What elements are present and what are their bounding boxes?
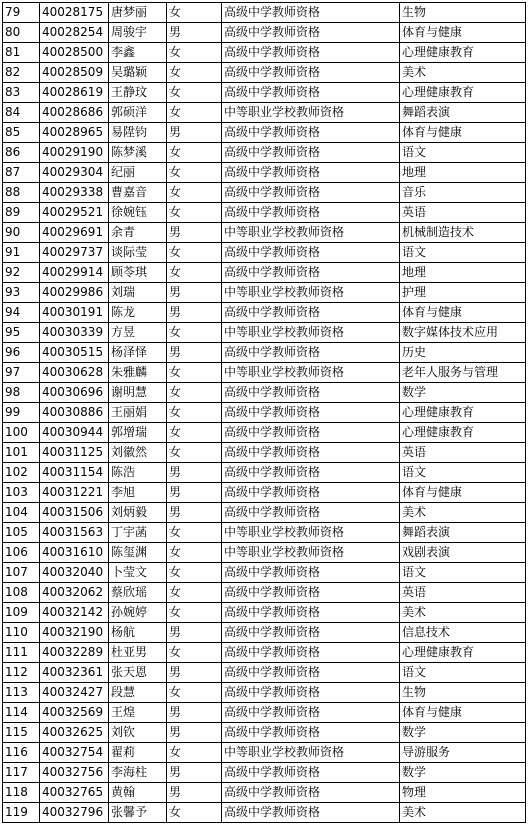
cell-index: 112 bbox=[3, 663, 40, 683]
cell-exam-number: 40032796 bbox=[40, 803, 109, 823]
cell-exam-number: 40032754 bbox=[40, 743, 109, 763]
cell-index: 100 bbox=[3, 423, 40, 443]
cell-index: 102 bbox=[3, 463, 40, 483]
cell-index: 113 bbox=[3, 683, 40, 703]
cell-index: 99 bbox=[3, 403, 40, 423]
cell-name: 杨航 bbox=[109, 623, 167, 643]
cell-subject: 护理 bbox=[400, 283, 526, 303]
cell-gender: 男 bbox=[167, 663, 222, 683]
cell-exam-number: 40029914 bbox=[40, 263, 109, 283]
cell-name: 段慧 bbox=[109, 683, 167, 703]
cell-name: 陈梦溪 bbox=[109, 143, 167, 163]
cell-exam-number: 40028175 bbox=[40, 3, 109, 23]
table-row bbox=[3, 323, 526, 343]
cell-subject: 体育与健康 bbox=[400, 123, 526, 143]
cell-certificate-type: 高级中学教师资格 bbox=[222, 663, 400, 683]
cell-certificate-type: 高级中学教师资格 bbox=[222, 483, 400, 503]
cell-name: 刘炳毅 bbox=[109, 503, 167, 523]
cell-certificate-type: 中等职业学校教师资格 bbox=[222, 363, 400, 383]
cell-subject: 语文 bbox=[400, 463, 526, 483]
table-row bbox=[3, 643, 526, 663]
cell-gender: 男 bbox=[167, 283, 222, 303]
cell-name: 易陞钧 bbox=[109, 123, 167, 143]
cell-index: 85 bbox=[3, 123, 40, 143]
cell-subject: 戏剧表演 bbox=[400, 543, 526, 563]
cell-gender: 女 bbox=[167, 403, 222, 423]
table-row bbox=[3, 663, 526, 683]
cell-subject: 信息技术 bbox=[400, 623, 526, 643]
cell-gender: 男 bbox=[167, 503, 222, 523]
cell-exam-number: 40032190 bbox=[40, 623, 109, 643]
cell-certificate-type: 高级中学教师资格 bbox=[222, 503, 400, 523]
cell-name: 方昱 bbox=[109, 323, 167, 343]
table-row bbox=[3, 723, 526, 743]
cell-certificate-type: 中等职业学校教师资格 bbox=[222, 283, 400, 303]
cell-exam-number: 40029190 bbox=[40, 143, 109, 163]
cell-certificate-type: 高级中学教师资格 bbox=[222, 63, 400, 83]
table-row bbox=[3, 123, 526, 143]
cell-name: 张天恩 bbox=[109, 663, 167, 683]
cell-certificate-type: 高级中学教师资格 bbox=[222, 343, 400, 363]
table-row bbox=[3, 143, 526, 163]
cell-name: 杨泽怿 bbox=[109, 343, 167, 363]
table-row bbox=[3, 623, 526, 643]
cell-subject: 生物 bbox=[400, 3, 526, 23]
candidate-table bbox=[2, 2, 526, 823]
cell-index: 108 bbox=[3, 583, 40, 603]
cell-certificate-type: 高级中学教师资格 bbox=[222, 723, 400, 743]
cell-gender: 男 bbox=[167, 303, 222, 323]
cell-index: 84 bbox=[3, 103, 40, 123]
cell-exam-number: 40028686 bbox=[40, 103, 109, 123]
cell-index: 111 bbox=[3, 643, 40, 663]
cell-index: 104 bbox=[3, 503, 40, 523]
cell-index: 91 bbox=[3, 243, 40, 263]
cell-gender: 女 bbox=[167, 423, 222, 443]
cell-certificate-type: 高级中学教师资格 bbox=[222, 43, 400, 63]
cell-certificate-type: 高级中学教师资格 bbox=[222, 603, 400, 623]
cell-gender: 女 bbox=[167, 43, 222, 63]
cell-certificate-type: 高级中学教师资格 bbox=[222, 623, 400, 643]
cell-exam-number: 40032062 bbox=[40, 583, 109, 603]
cell-name: 王丽娟 bbox=[109, 403, 167, 423]
cell-subject: 地理 bbox=[400, 263, 526, 283]
cell-subject: 美术 bbox=[400, 63, 526, 83]
cell-subject: 舞蹈表演 bbox=[400, 103, 526, 123]
table-row bbox=[3, 43, 526, 63]
cell-index: 101 bbox=[3, 443, 40, 463]
cell-name: 王煌 bbox=[109, 703, 167, 723]
cell-certificate-type: 高级中学教师资格 bbox=[222, 143, 400, 163]
cell-gender: 女 bbox=[167, 543, 222, 563]
table-row bbox=[3, 383, 526, 403]
cell-name: 谢明慧 bbox=[109, 383, 167, 403]
cell-name: 卜莹文 bbox=[109, 563, 167, 583]
cell-name: 吴璐颖 bbox=[109, 63, 167, 83]
cell-name: 王静玟 bbox=[109, 83, 167, 103]
cell-exam-number: 40031154 bbox=[40, 463, 109, 483]
cell-certificate-type: 高级中学教师资格 bbox=[222, 643, 400, 663]
cell-exam-number: 40030339 bbox=[40, 323, 109, 343]
cell-name: 谈际莹 bbox=[109, 243, 167, 263]
cell-index: 95 bbox=[3, 323, 40, 343]
cell-subject: 生物 bbox=[400, 683, 526, 703]
cell-index: 109 bbox=[3, 603, 40, 623]
cell-index: 110 bbox=[3, 623, 40, 643]
table-row bbox=[3, 63, 526, 83]
cell-exam-number: 40032361 bbox=[40, 663, 109, 683]
cell-exam-number: 40031221 bbox=[40, 483, 109, 503]
cell-name: 李鑫 bbox=[109, 43, 167, 63]
cell-exam-number: 40029986 bbox=[40, 283, 109, 303]
table-row bbox=[3, 783, 526, 803]
cell-gender: 女 bbox=[167, 183, 222, 203]
cell-subject: 老年人服务与管理 bbox=[400, 363, 526, 383]
cell-gender: 女 bbox=[167, 83, 222, 103]
cell-subject: 体育与健康 bbox=[400, 703, 526, 723]
cell-gender: 女 bbox=[167, 583, 222, 603]
cell-gender: 男 bbox=[167, 123, 222, 143]
cell-certificate-type: 中等职业学校教师资格 bbox=[222, 743, 400, 763]
cell-gender: 女 bbox=[167, 363, 222, 383]
table-row bbox=[3, 743, 526, 763]
cell-name: 李旭 bbox=[109, 483, 167, 503]
cell-exam-number: 40030628 bbox=[40, 363, 109, 383]
cell-subject: 英语 bbox=[400, 443, 526, 463]
cell-gender: 女 bbox=[167, 803, 222, 823]
cell-exam-number: 40029737 bbox=[40, 243, 109, 263]
cell-certificate-type: 高级中学教师资格 bbox=[222, 243, 400, 263]
cell-index: 79 bbox=[3, 3, 40, 23]
cell-gender: 女 bbox=[167, 323, 222, 343]
cell-gender: 女 bbox=[167, 383, 222, 403]
table-body bbox=[3, 3, 526, 823]
table-row bbox=[3, 463, 526, 483]
cell-gender: 男 bbox=[167, 463, 222, 483]
table-row bbox=[3, 763, 526, 783]
cell-certificate-type: 高级中学教师资格 bbox=[222, 23, 400, 43]
table-row bbox=[3, 163, 526, 183]
cell-name: 纪丽 bbox=[109, 163, 167, 183]
cell-name: 余青 bbox=[109, 223, 167, 243]
cell-exam-number: 40032427 bbox=[40, 683, 109, 703]
cell-exam-number: 40032142 bbox=[40, 603, 109, 623]
cell-name: 陈玺渊 bbox=[109, 543, 167, 563]
cell-name: 刘钦 bbox=[109, 723, 167, 743]
cell-exam-number: 40032765 bbox=[40, 783, 109, 803]
cell-gender: 男 bbox=[167, 223, 222, 243]
table-row bbox=[3, 243, 526, 263]
table-row bbox=[3, 223, 526, 243]
table-row bbox=[3, 103, 526, 123]
cell-exam-number: 40029691 bbox=[40, 223, 109, 243]
cell-exam-number: 40032040 bbox=[40, 563, 109, 583]
cell-exam-number: 40031125 bbox=[40, 443, 109, 463]
cell-exam-number: 40030191 bbox=[40, 303, 109, 323]
table-row bbox=[3, 363, 526, 383]
cell-certificate-type: 高级中学教师资格 bbox=[222, 463, 400, 483]
cell-gender: 女 bbox=[167, 3, 222, 23]
table-row bbox=[3, 343, 526, 363]
cell-name: 陈浩 bbox=[109, 463, 167, 483]
cell-index: 86 bbox=[3, 143, 40, 163]
cell-subject: 语文 bbox=[400, 663, 526, 683]
cell-subject: 数字媒体技术应用 bbox=[400, 323, 526, 343]
cell-subject: 心理健康教育 bbox=[400, 43, 526, 63]
cell-name: 李海柱 bbox=[109, 763, 167, 783]
cell-subject: 音乐 bbox=[400, 183, 526, 203]
cell-exam-number: 40028500 bbox=[40, 43, 109, 63]
cell-subject: 数学 bbox=[400, 763, 526, 783]
cell-certificate-type: 高级中学教师资格 bbox=[222, 183, 400, 203]
cell-name: 曹嘉音 bbox=[109, 183, 167, 203]
cell-gender: 女 bbox=[167, 683, 222, 703]
cell-name: 朱雅麟 bbox=[109, 363, 167, 383]
cell-certificate-type: 高级中学教师资格 bbox=[222, 683, 400, 703]
cell-index: 118 bbox=[3, 783, 40, 803]
cell-subject: 语文 bbox=[400, 243, 526, 263]
cell-gender: 男 bbox=[167, 623, 222, 643]
cell-index: 114 bbox=[3, 703, 40, 723]
cell-gender: 男 bbox=[167, 483, 222, 503]
table-row bbox=[3, 283, 526, 303]
cell-certificate-type: 高级中学教师资格 bbox=[222, 123, 400, 143]
cell-name: 顾苓琪 bbox=[109, 263, 167, 283]
table-row bbox=[3, 483, 526, 503]
cell-subject: 舞蹈表演 bbox=[400, 523, 526, 543]
table-row bbox=[3, 83, 526, 103]
cell-name: 杜亚男 bbox=[109, 643, 167, 663]
cell-certificate-type: 高级中学教师资格 bbox=[222, 383, 400, 403]
cell-exam-number: 40031563 bbox=[40, 523, 109, 543]
cell-certificate-type: 高级中学教师资格 bbox=[222, 783, 400, 803]
cell-gender: 女 bbox=[167, 263, 222, 283]
cell-name: 陈龙 bbox=[109, 303, 167, 323]
cell-exam-number: 40031610 bbox=[40, 543, 109, 563]
cell-subject: 物理 bbox=[400, 783, 526, 803]
cell-certificate-type: 高级中学教师资格 bbox=[222, 763, 400, 783]
cell-certificate-type: 高级中学教师资格 bbox=[222, 3, 400, 23]
table-row bbox=[3, 583, 526, 603]
cell-certificate-type: 高级中学教师资格 bbox=[222, 203, 400, 223]
cell-certificate-type: 高级中学教师资格 bbox=[222, 403, 400, 423]
cell-certificate-type: 高级中学教师资格 bbox=[222, 563, 400, 583]
cell-name: 唐梦丽 bbox=[109, 3, 167, 23]
cell-index: 96 bbox=[3, 343, 40, 363]
cell-gender: 男 bbox=[167, 703, 222, 723]
cell-exam-number: 40030886 bbox=[40, 403, 109, 423]
cell-subject: 心理健康教育 bbox=[400, 83, 526, 103]
cell-subject: 历史 bbox=[400, 343, 526, 363]
cell-exam-number: 40028509 bbox=[40, 63, 109, 83]
table-row bbox=[3, 203, 526, 223]
cell-index: 81 bbox=[3, 43, 40, 63]
cell-subject: 体育与健康 bbox=[400, 483, 526, 503]
cell-gender: 女 bbox=[167, 743, 222, 763]
table-row bbox=[3, 603, 526, 623]
cell-gender: 女 bbox=[167, 143, 222, 163]
cell-index: 88 bbox=[3, 183, 40, 203]
cell-certificate-type: 高级中学教师资格 bbox=[222, 583, 400, 603]
cell-certificate-type: 高级中学教师资格 bbox=[222, 703, 400, 723]
cell-gender: 女 bbox=[167, 523, 222, 543]
cell-gender: 男 bbox=[167, 723, 222, 743]
cell-subject: 体育与健康 bbox=[400, 23, 526, 43]
table-row bbox=[3, 803, 526, 823]
cell-subject: 英语 bbox=[400, 583, 526, 603]
cell-index: 103 bbox=[3, 483, 40, 503]
cell-exam-number: 40029521 bbox=[40, 203, 109, 223]
cell-exam-number: 40032289 bbox=[40, 643, 109, 663]
cell-subject: 语文 bbox=[400, 563, 526, 583]
cell-gender: 女 bbox=[167, 443, 222, 463]
cell-index: 98 bbox=[3, 383, 40, 403]
cell-certificate-type: 高级中学教师资格 bbox=[222, 303, 400, 323]
cell-subject: 数学 bbox=[400, 383, 526, 403]
cell-index: 97 bbox=[3, 363, 40, 383]
cell-index: 119 bbox=[3, 803, 40, 823]
cell-subject: 语文 bbox=[400, 143, 526, 163]
cell-name: 孙婉婷 bbox=[109, 603, 167, 623]
table-row bbox=[3, 503, 526, 523]
cell-exam-number: 40031506 bbox=[40, 503, 109, 523]
cell-gender: 女 bbox=[167, 63, 222, 83]
cell-certificate-type: 高级中学教师资格 bbox=[222, 803, 400, 823]
cell-subject: 美术 bbox=[400, 803, 526, 823]
cell-subject: 英语 bbox=[400, 203, 526, 223]
table-row bbox=[3, 23, 526, 43]
cell-name: 蔡欣瑶 bbox=[109, 583, 167, 603]
cell-subject: 心理健康教育 bbox=[400, 643, 526, 663]
table-row bbox=[3, 703, 526, 723]
cell-gender: 女 bbox=[167, 103, 222, 123]
cell-index: 105 bbox=[3, 523, 40, 543]
cell-certificate-type: 中等职业学校教师资格 bbox=[222, 103, 400, 123]
cell-exam-number: 40028619 bbox=[40, 83, 109, 103]
cell-index: 92 bbox=[3, 263, 40, 283]
cell-index: 116 bbox=[3, 743, 40, 763]
cell-name: 郭增瑞 bbox=[109, 423, 167, 443]
cell-exam-number: 40028965 bbox=[40, 123, 109, 143]
cell-gender: 女 bbox=[167, 203, 222, 223]
cell-certificate-type: 中等职业学校教师资格 bbox=[222, 523, 400, 543]
cell-name: 刘瑞 bbox=[109, 283, 167, 303]
cell-subject: 心理健康教育 bbox=[400, 403, 526, 423]
cell-gender: 女 bbox=[167, 563, 222, 583]
cell-gender: 男 bbox=[167, 783, 222, 803]
cell-name: 徐婉钰 bbox=[109, 203, 167, 223]
table-row bbox=[3, 423, 526, 443]
cell-exam-number: 40029304 bbox=[40, 163, 109, 183]
cell-index: 107 bbox=[3, 563, 40, 583]
cell-subject: 导游服务 bbox=[400, 743, 526, 763]
cell-subject: 地理 bbox=[400, 163, 526, 183]
table-row bbox=[3, 403, 526, 423]
cell-name: 周骏宇 bbox=[109, 23, 167, 43]
cell-certificate-type: 中等职业学校教师资格 bbox=[222, 543, 400, 563]
cell-exam-number: 40032625 bbox=[40, 723, 109, 743]
cell-index: 117 bbox=[3, 763, 40, 783]
cell-subject: 心理健康教育 bbox=[400, 423, 526, 443]
cell-index: 80 bbox=[3, 23, 40, 43]
cell-exam-number: 40030944 bbox=[40, 423, 109, 443]
cell-subject: 机械制造技术 bbox=[400, 223, 526, 243]
table-row bbox=[3, 683, 526, 703]
table-row bbox=[3, 263, 526, 283]
table-row bbox=[3, 443, 526, 463]
cell-name: 丁宇菡 bbox=[109, 523, 167, 543]
table-row bbox=[3, 303, 526, 323]
cell-index: 115 bbox=[3, 723, 40, 743]
cell-exam-number: 40028254 bbox=[40, 23, 109, 43]
cell-certificate-type: 中等职业学校教师资格 bbox=[222, 323, 400, 343]
cell-certificate-type: 高级中学教师资格 bbox=[222, 443, 400, 463]
cell-exam-number: 40029338 bbox=[40, 183, 109, 203]
cell-gender: 女 bbox=[167, 163, 222, 183]
cell-exam-number: 40030515 bbox=[40, 343, 109, 363]
cell-gender: 男 bbox=[167, 343, 222, 363]
cell-index: 93 bbox=[3, 283, 40, 303]
cell-name: 翟莉 bbox=[109, 743, 167, 763]
cell-certificate-type: 高级中学教师资格 bbox=[222, 423, 400, 443]
cell-subject: 美术 bbox=[400, 503, 526, 523]
cell-subject: 体育与健康 bbox=[400, 303, 526, 323]
cell-exam-number: 40032569 bbox=[40, 703, 109, 723]
cell-index: 83 bbox=[3, 83, 40, 103]
cell-gender: 女 bbox=[167, 603, 222, 623]
cell-gender: 女 bbox=[167, 243, 222, 263]
cell-index: 82 bbox=[3, 63, 40, 83]
cell-certificate-type: 高级中学教师资格 bbox=[222, 83, 400, 103]
cell-index: 89 bbox=[3, 203, 40, 223]
table-row bbox=[3, 183, 526, 203]
cell-gender: 女 bbox=[167, 643, 222, 663]
table-row bbox=[3, 563, 526, 583]
cell-index: 90 bbox=[3, 223, 40, 243]
table-row bbox=[3, 523, 526, 543]
cell-certificate-type: 高级中学教师资格 bbox=[222, 263, 400, 283]
cell-name: 黄翰 bbox=[109, 783, 167, 803]
cell-name: 张馨予 bbox=[109, 803, 167, 823]
table-row bbox=[3, 543, 526, 563]
cell-certificate-type: 中等职业学校教师资格 bbox=[222, 223, 400, 243]
cell-gender: 男 bbox=[167, 763, 222, 783]
cell-index: 94 bbox=[3, 303, 40, 323]
cell-subject: 美术 bbox=[400, 603, 526, 623]
cell-name: 刘徽然 bbox=[109, 443, 167, 463]
cell-subject: 数学 bbox=[400, 723, 526, 743]
cell-index: 106 bbox=[3, 543, 40, 563]
cell-index: 87 bbox=[3, 163, 40, 183]
table-row bbox=[3, 3, 526, 23]
cell-gender: 男 bbox=[167, 23, 222, 43]
cell-certificate-type: 高级中学教师资格 bbox=[222, 163, 400, 183]
cell-name: 郭硕洋 bbox=[109, 103, 167, 123]
cell-exam-number: 40032756 bbox=[40, 763, 109, 783]
cell-exam-number: 40030696 bbox=[40, 383, 109, 403]
